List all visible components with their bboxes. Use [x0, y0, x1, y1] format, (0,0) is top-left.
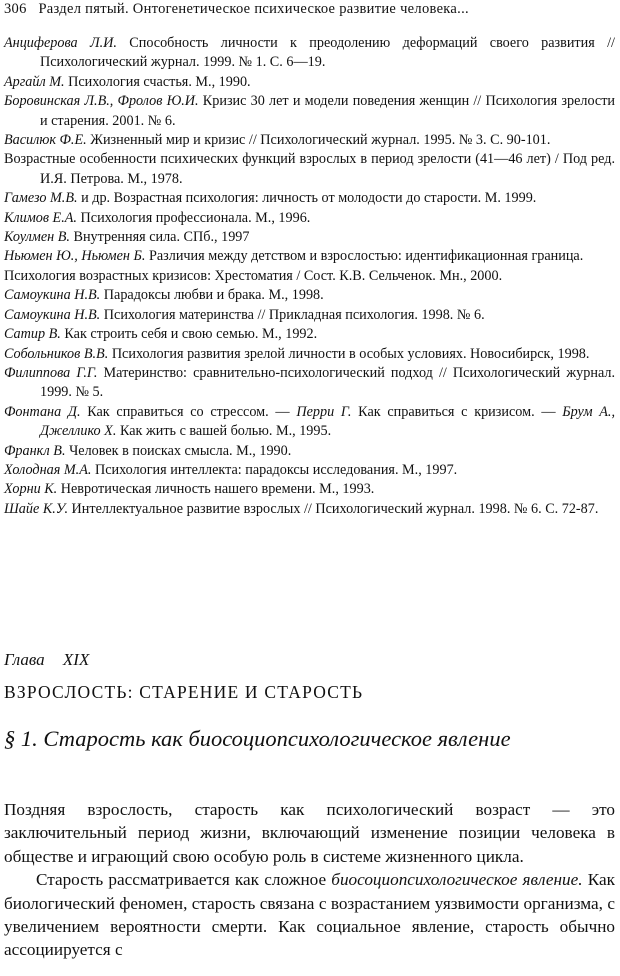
reference-author: Фонтана Д. [4, 403, 81, 420]
reference-text: Внутренняя сила. СПб., 1997 [69, 229, 250, 246]
reference-item [4, 286, 615, 305]
reference-author: Франкл В. [4, 442, 66, 459]
reference-author: Самоукина Н.В. [4, 287, 101, 304]
reference-text: Жизненный мир и кризис // Психологический журнал. 1995. № 3. С. 90-101. [86, 132, 551, 149]
chapter-title: ВЗРОСЛОСТЬ: СТАРЕНИЕ И СТАРОСТЬ [4, 682, 364, 702]
reference-list [4, 34, 615, 519]
paragraph-text: Старость рассматривается как сложное [36, 870, 332, 890]
reference-author: Шайе К.У. [4, 500, 68, 517]
paragraph-text: Как биологический феномен, старость связана с возрастанием уязвимости организма, с увеличением вероятности смерти. Как социальное явление, старость обычно ассоциируется с [4, 870, 616, 960]
reference-item [4, 228, 615, 247]
reference-author: Гамезо М.В. [4, 190, 78, 207]
running-title: Раздел пятый. Онтогенетическое психическое развитие человека... [38, 1, 469, 17]
reference-author: Боровинская Л.В., Фролов Ю.И. [4, 93, 199, 110]
reference-text: Психология материнства // Прикладная психология. 1998. № 6. [100, 306, 485, 323]
chapter-label: Глава XIX [4, 650, 90, 669]
reference-text: Возрастные особенности психических функций взрослых в период зрелости (41—46 лет) / Под ред. И.Я. Петрова. М., 1978. [4, 151, 615, 187]
reference-text: Психология интеллекта: парадоксы исследования. М., 1997. [91, 461, 458, 478]
body-text [4, 798, 615, 962]
reference-author: Климов Е.А. [4, 209, 77, 226]
reference-author: Василюк Ф.Е. [4, 132, 87, 149]
reference-item [4, 34, 615, 73]
page-number: 306 [4, 1, 27, 17]
reference-item [4, 150, 615, 189]
paragraph-emphasis: биосоциопсихологическое явление. [331, 870, 583, 890]
reference-author: Ньюмен Ю., Ньюмен Б. [4, 248, 146, 265]
reference-text: Психология развития зрелой личности в особых условиях. Новосибирск, 1998. [108, 345, 590, 362]
reference-text: Психология возрастных кризисов: Хрестоматия / Сост. К.В. Сельченок. Мн., 2000. [4, 267, 503, 284]
reference-text: Невротическая личность нашего времени. М., 1993. [57, 481, 375, 498]
reference-text: Кризис 30 лет и модели поведения женщин // Психология зрелости и старения. 2001. № 6. [40, 93, 615, 129]
reference-item [4, 92, 615, 131]
section-title: § 1. Старость как биосоциопсихологическое явление [4, 726, 511, 751]
reference-text: Как справиться со стрессом. — [80, 403, 297, 420]
reference-author: Брум А., Джеллико Х. [40, 403, 616, 440]
reference-item [4, 325, 615, 344]
reference-item [4, 209, 615, 228]
reference-author: Анциферова Л.И. [4, 35, 117, 51]
reference-author: Перри Г. [296, 403, 352, 420]
reference-text: Как строить себя и свою семью. М., 1992. [60, 326, 318, 343]
reference-author: Холодная М.А. [4, 461, 92, 478]
reference-text: Материнство: сравнительно-психологический подход // Психологический журнал. 1999. № 5. [40, 364, 615, 401]
reference-text: Различия между детством и взрослостью: идентификационная граница. [145, 248, 584, 265]
paragraph [4, 868, 615, 962]
reference-item [4, 364, 615, 403]
reference-item [4, 131, 615, 150]
reference-item [4, 306, 615, 325]
reference-item [4, 247, 615, 266]
reference-item [4, 500, 615, 519]
reference-item [4, 403, 615, 442]
reference-author: Собольников В.В. [4, 345, 109, 362]
reference-author: Хорни К. [4, 481, 58, 498]
reference-text: Как жить с вашей болью. М., 1995. [116, 423, 332, 440]
reference-text: Психология профессионала. М., 1996. [76, 209, 311, 226]
reference-author: Аргайл М. [4, 73, 65, 90]
reference-item [4, 73, 615, 92]
reference-text: Способность личности к преодолению деформаций своего развития // Психологический журнал. 1999. № 1. С. 6—19. [40, 35, 615, 71]
reference-item [4, 189, 615, 208]
reference-item [4, 461, 615, 480]
reference-author: Самоукина Н.В. [4, 306, 101, 323]
reference-author: Сатир В. [4, 326, 61, 343]
reference-item [4, 480, 615, 499]
reference-item [4, 267, 615, 286]
paragraph: Поздняя взрослость, старость как психологический возраст — это заключительный период жизни, включающий изменение позиции человека в обществе и играющий свою особую роль в системе жизненного цикла. [4, 800, 615, 866]
reference-text: Как справиться с кризисом. — [351, 403, 563, 420]
reference-text: Интеллектуальное развитие взрослых // Психологический журнал. 1998. № 6. С. 72-87. [68, 500, 599, 517]
reference-text: и др. Возрастная психология: личность от молодости до старости. М. 1999. [77, 190, 537, 207]
reference-text: Человек в поисках смысла. М., 1990. [65, 442, 292, 459]
reference-author: Филиппова Г.Г. [4, 364, 98, 381]
reference-item [4, 442, 615, 461]
reference-author: Коулмен В. [4, 229, 70, 246]
reference-text: Парадоксы любви и брака. М., 1998. [100, 287, 324, 304]
page-header [4, 1, 469, 18]
reference-item [4, 345, 615, 364]
reference-text: Психология счастья. М., 1990. [64, 73, 251, 90]
